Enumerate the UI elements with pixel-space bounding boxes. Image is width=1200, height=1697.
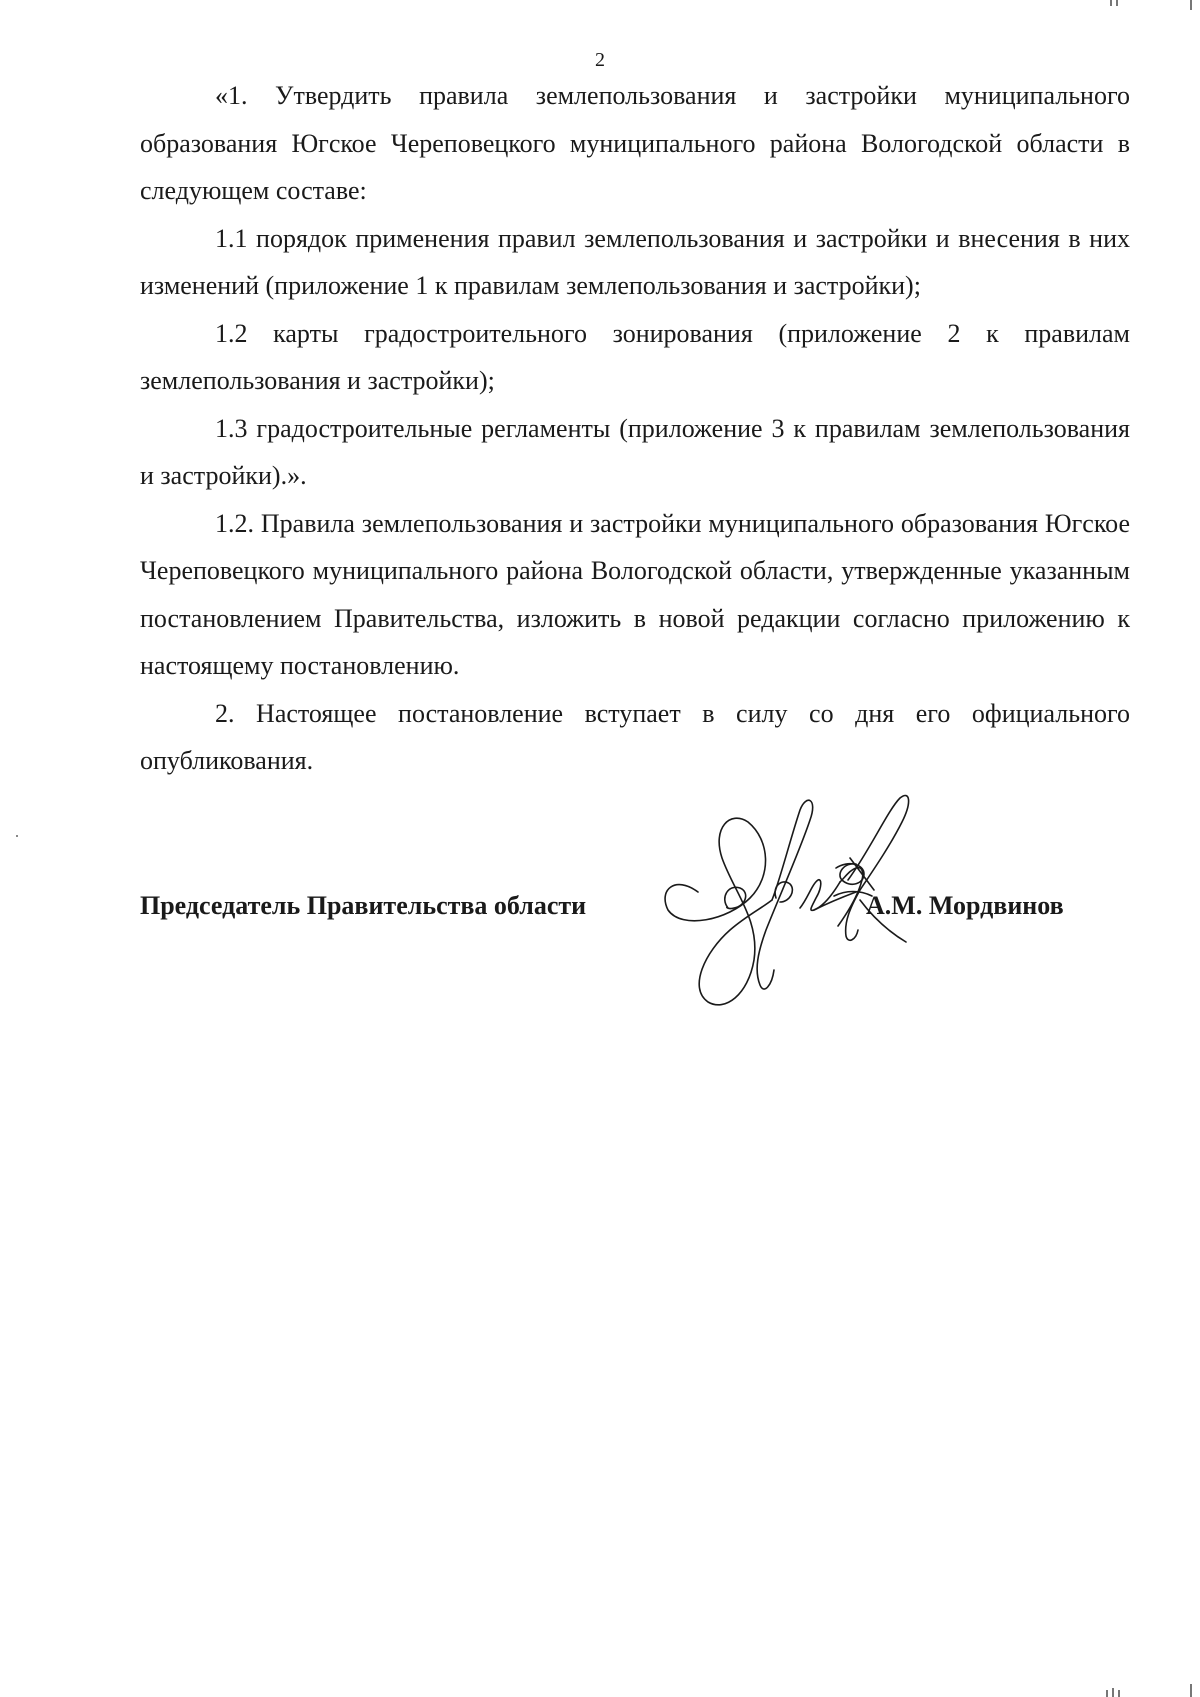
handwritten-signature <box>650 780 950 1030</box>
paragraph-1-2-rules: 1.2. Правила землепользования и застройки муниципального образования Югское Череповецкого муниципального района Вологодской области, утвержденные указанным постановлением Правительства, изложить в новой редакции согласно приложению к настоящему постановлению. <box>140 508 1130 680</box>
signer-title: Председатель Правительства области <box>140 891 587 920</box>
scan-edge-mark <box>1112 1688 1114 1697</box>
paragraph-1-1: 1.1 порядок применения правил землепользования и застройки и внесения в них изменений (приложение 1 к правилам землепользования и застройки); <box>140 223 1130 300</box>
scan-edge-mark <box>1116 0 1118 6</box>
scan-edge-mark <box>1110 0 1112 6</box>
signer-name: А.М. Мордвинов <box>866 891 1064 920</box>
paragraph-1-3: 1.3 градостроительные регламенты (приложение 3 к правилам землепользования и застройки).». <box>140 413 1130 490</box>
scan-dot <box>16 835 18 837</box>
document-body <box>140 72 1130 785</box>
scan-edge-mark <box>1106 1690 1108 1697</box>
signature-block <box>140 878 1130 938</box>
scan-edge-mark <box>1190 1684 1192 1697</box>
scan-edge-mark <box>1118 1690 1120 1697</box>
paragraph-2: 2. Настоящее постановление вступает в силу со дня его официального опубликования. <box>140 698 1130 775</box>
paragraph-1-2: 1.2 карты градостроительного зонирования (приложение 2 к правилам землепользования и застройки); <box>140 318 1130 395</box>
page-number: 2 <box>595 49 605 71</box>
scan-edge-mark <box>1190 0 1192 10</box>
paragraph-1: «1. Утвердить правила землепользования и застройки муниципального образования Югское Череповецкого муниципального района Вологодской области в следующем составе: <box>140 81 1130 205</box>
